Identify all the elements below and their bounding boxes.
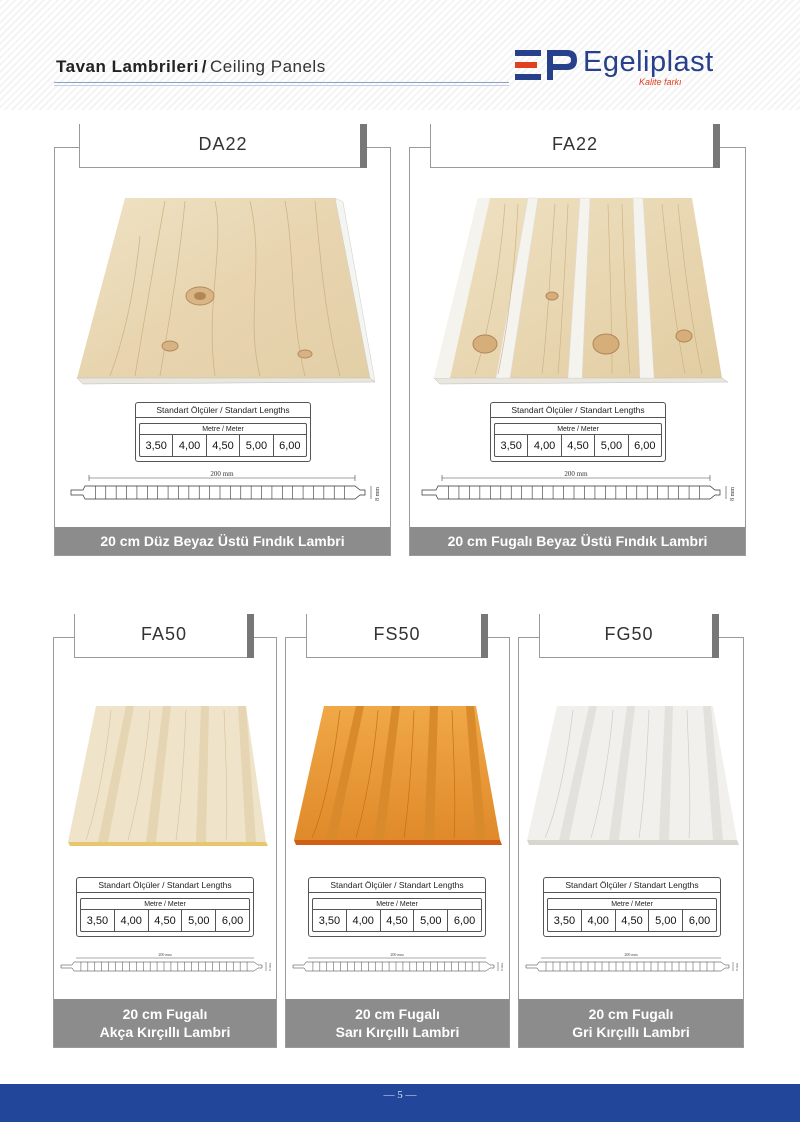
width-label: 200 mm: [210, 470, 234, 478]
title-turkish: Tavan Lambrileri: [56, 57, 199, 76]
product-code-tab: [74, 614, 254, 658]
length-value: 4,00: [581, 910, 615, 931]
lengths-unit: Metre / Meter: [313, 899, 481, 910]
length-value: 4,50: [615, 910, 649, 931]
width-label: 200 mm: [390, 952, 404, 957]
width-label: 200 mm: [564, 470, 588, 478]
page-header: [0, 0, 800, 110]
page-number: — 5 —: [383, 1089, 417, 1101]
thickness-label: 8 mm: [375, 487, 381, 501]
thickness-label: 8 mm: [730, 487, 736, 501]
lengths-title: Standart Ölçüler / Standart Lengths: [491, 404, 665, 418]
title-separator: /: [201, 57, 208, 76]
lengths-title: Standart Ölçüler / Standart Lengths: [136, 404, 310, 418]
product-card-fa22: [409, 134, 746, 556]
product-code: DA22: [198, 134, 248, 154]
thickness-label: 8 mm: [500, 962, 504, 972]
product-caption: [54, 999, 276, 1047]
caption-line: Akça Kırçıllı Lambri: [99, 1024, 231, 1040]
product-card-fg50: [518, 624, 744, 1048]
length-value: 3,50: [145, 439, 167, 452]
product-code-tab: [430, 124, 720, 168]
panel-image-fg50: [525, 700, 739, 848]
standard-lengths-table: [76, 877, 254, 937]
lengths-grid: [547, 898, 717, 932]
panel-image-fs50: [292, 700, 502, 848]
product-code: FA50: [140, 624, 188, 644]
length-value: 4,00: [114, 910, 148, 931]
lengths-values: [313, 910, 481, 931]
brand-tagline: Kalite farkı: [639, 77, 682, 87]
lengths-title: Standart Ölçüler / Standart Lengths: [544, 879, 720, 893]
profile-drawing-fs50: [290, 952, 506, 974]
lengths-values: [140, 435, 306, 456]
length-value: 5,00: [181, 910, 215, 931]
brand-name: Egeliplast: [583, 46, 714, 78]
header-rule: [54, 82, 509, 83]
length-value: 6,00: [628, 435, 661, 456]
caption-line: 20 cm Düz Beyaz Üstü Fındık Lambri: [100, 533, 345, 549]
thickness-label: 8 mm: [735, 962, 739, 972]
lengths-title: Standart Ölçüler / Standart Lengths: [77, 879, 253, 893]
length-value: 4,50: [380, 910, 414, 931]
standard-lengths-table: [135, 402, 311, 462]
product-caption: [55, 527, 390, 555]
product-caption: [410, 527, 745, 555]
ep-logo-mark-icon: [515, 46, 581, 86]
header-rule-secondary: [54, 85, 509, 86]
lengths-grid: [312, 898, 482, 932]
product-code-tab: [79, 124, 367, 168]
product-code: FG50: [604, 624, 654, 644]
product-card-fs50: [285, 624, 510, 1048]
panel-image-da22: [75, 196, 375, 386]
product-caption: [286, 999, 509, 1047]
caption-line: 20 cm Fugalı: [588, 1006, 674, 1022]
profile-drawing-fa22: [418, 470, 740, 504]
profile-drawing-fa50: [58, 952, 274, 974]
lengths-unit: Metre / Meter: [548, 899, 716, 910]
caption-line: 20 cm Fugalı: [355, 1006, 440, 1022]
panel-image-fa22: [430, 196, 730, 386]
length-value: 3,50: [318, 914, 341, 927]
caption-line: Gri Kırçıllı Lambri: [572, 1024, 690, 1040]
caption-line: 20 cm Fugalı Beyaz Üstü Fındık Lambri: [447, 533, 708, 549]
length-value: 4,50: [206, 435, 239, 456]
standard-lengths-table: [543, 877, 721, 937]
title-english: Ceiling Panels: [210, 57, 326, 76]
length-value: 4,00: [346, 910, 380, 931]
standard-lengths-table: [490, 402, 666, 462]
page-footer: [0, 1084, 800, 1122]
lengths-title: Standart Ölçüler / Standart Lengths: [309, 879, 485, 893]
lengths-unit: Metre / Meter: [140, 424, 306, 435]
brand-logo: [515, 46, 755, 94]
length-value: 3,50: [553, 914, 576, 927]
panel-image-fa50: [66, 700, 268, 848]
standard-lengths-table: [308, 877, 486, 937]
lengths-unit: Metre / Meter: [495, 424, 661, 435]
length-value: 6,00: [682, 910, 716, 931]
length-value: 6,00: [273, 435, 306, 456]
product-card-fa50: [53, 624, 277, 1048]
width-label: 200 mm: [158, 952, 172, 957]
lengths-values: [548, 910, 716, 931]
length-value: 4,00: [527, 435, 560, 456]
length-value: 6,00: [215, 910, 249, 931]
caption-line: Sarı Kırçıllı Lambri: [335, 1024, 460, 1040]
length-value: 4,50: [148, 910, 182, 931]
lengths-grid: [139, 423, 307, 457]
length-value: 4,00: [172, 435, 205, 456]
length-value: 3,50: [86, 914, 109, 927]
lengths-values: [81, 910, 249, 931]
length-value: 5,00: [648, 910, 682, 931]
width-label: 200 mm: [624, 952, 638, 957]
product-caption: [519, 999, 743, 1047]
lengths-grid: [80, 898, 250, 932]
lengths-grid: [494, 423, 662, 457]
length-value: 6,00: [447, 910, 481, 931]
length-value: 5,00: [594, 435, 627, 456]
length-value: 5,00: [413, 910, 447, 931]
caption-line: 20 cm Fugalı: [122, 1006, 208, 1022]
profile-drawing-da22: [65, 468, 385, 504]
lengths-unit: Metre / Meter: [81, 899, 249, 910]
length-value: 5,00: [239, 435, 272, 456]
length-value: 4,50: [561, 435, 594, 456]
thickness-label: 8 mm: [268, 962, 272, 972]
product-code-tab: [306, 614, 488, 658]
page-title: [56, 57, 326, 77]
product-code: FA22: [551, 134, 599, 154]
length-value: 3,50: [500, 439, 522, 452]
lengths-values: [495, 435, 661, 456]
profile-drawing-fg50: [523, 952, 741, 974]
product-code: FS50: [373, 624, 421, 644]
product-code-tab: [539, 614, 719, 658]
product-card-da22: [54, 134, 391, 556]
